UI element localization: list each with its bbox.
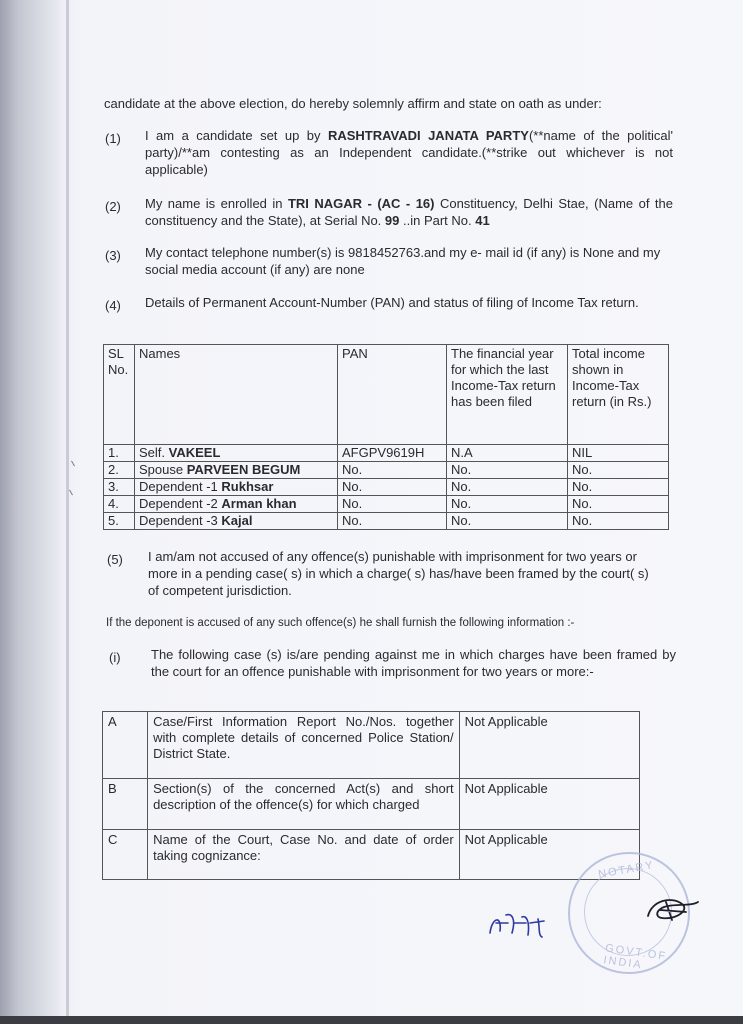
- page-fold-line: [66, 0, 69, 1018]
- cell-pan: AFGPV9619H: [338, 445, 447, 462]
- cell-year: No.: [447, 496, 568, 513]
- cell-name: [135, 496, 338, 513]
- name-prefix: Dependent -2: [139, 496, 222, 511]
- cell-year: N.A: [447, 445, 568, 462]
- cell-income: No.: [568, 513, 669, 530]
- signature-notary: [642, 890, 702, 930]
- cell-pan: No.: [338, 462, 447, 479]
- header-financial-year: The financial year for which the last Income-Tax return has been filed: [447, 345, 568, 445]
- item-candidate-party: [145, 127, 673, 178]
- cell-income: NIL: [568, 445, 669, 462]
- item-number: (1): [105, 131, 121, 146]
- sub-item-number: (i): [109, 650, 121, 665]
- row-value: Not Applicable: [459, 779, 639, 830]
- stamp-top-text: NOTARY: [597, 859, 656, 881]
- item-text: I am a candidate set up by: [145, 128, 328, 143]
- deponent-note: If the deponent is accused of any such offence(s) he shall furnish the following information :-: [106, 617, 575, 629]
- cell-year: No.: [447, 462, 568, 479]
- item-text: ..in Part No.: [399, 213, 476, 228]
- item-text: (**name of the political' party)/**am contesting as an Independent candidate.(**strike out whichever is not applicable): [145, 128, 673, 177]
- item-enrollment: [145, 195, 673, 229]
- cell-pan: No.: [338, 513, 447, 530]
- scan-mark: [71, 461, 75, 467]
- scan-bottom-edge: [0, 1016, 743, 1024]
- pan-table: [103, 344, 669, 530]
- cell-name: [135, 462, 338, 479]
- header-total-income: Total income shown in Income-Tax return (in Rs.): [568, 345, 669, 445]
- item-text: Constituency, Delhi Stae, (Name of the constituency and the State), at Serial No.: [145, 196, 674, 228]
- constituency-name: TRI NAGAR - (AC - 16): [287, 196, 435, 211]
- header-pan: PAN: [338, 345, 447, 445]
- cell-sl: 4.: [104, 496, 135, 513]
- row-key: C: [103, 830, 148, 880]
- row-value: Not Applicable: [459, 830, 639, 880]
- person-name: Rukhsar: [221, 479, 274, 494]
- cell-sl: 5.: [104, 513, 135, 530]
- header-sl: SL No.: [104, 345, 135, 445]
- table-row: [104, 496, 669, 513]
- row-key: A: [103, 712, 148, 779]
- party-name: RASHTRAVADI JANATA PARTY: [327, 128, 529, 143]
- header-names: Names: [135, 345, 338, 445]
- table-row: [104, 513, 669, 530]
- person-name: Kajal: [221, 513, 253, 528]
- signature-deponent: [486, 905, 550, 945]
- stamp-bottom-text: GOVT.OF INDIA: [602, 942, 668, 972]
- person-name: VAKEEL: [168, 445, 221, 460]
- row-key: B: [103, 779, 148, 830]
- item-number: (3): [105, 248, 121, 263]
- cell-name: [135, 513, 338, 530]
- table-row: [103, 712, 640, 779]
- page-binding-shadow: [0, 0, 62, 1018]
- cell-sl: 3.: [104, 479, 135, 496]
- item-text: My name is enrolled in: [145, 196, 288, 211]
- table-row: [103, 779, 640, 830]
- row-value: Not Applicable: [459, 712, 639, 779]
- name-prefix: Spouse: [139, 462, 187, 477]
- sub-item-pending-cases: The following case (s) is/are pending against me in which charges have been framed by the court for an offence punishable with imprisonment for two years or more:-: [151, 647, 676, 679]
- name-prefix: Dependent -1: [139, 479, 222, 494]
- scan-mark: [69, 490, 73, 496]
- table-row: [104, 445, 669, 462]
- cell-income: No.: [568, 479, 669, 496]
- item-offence-declaration: I am/am not accused of any offence(s) punishable with imprisonment for two years or more in a pending case( s) in which a charge( s) has/have been framed by the court( s) of competent jurisdiction.: [148, 549, 649, 598]
- person-name: Arman khan: [221, 496, 297, 511]
- table-header-row: [104, 345, 669, 445]
- cell-year: No.: [447, 479, 568, 496]
- table-row: [104, 479, 669, 496]
- row-description: Section(s) of the concerned Act(s) and short description of the offence(s) for which charged: [148, 779, 460, 830]
- cell-sl: 2.: [104, 462, 135, 479]
- item-contact: My contact telephone number(s) is 9818452763.and my e- mail id (if any) is None and my social media account (if any) are none: [145, 245, 661, 277]
- item-number: (5): [107, 552, 123, 567]
- cell-year: No.: [447, 513, 568, 530]
- cell-name: [135, 445, 338, 462]
- cases-table: [102, 711, 640, 880]
- cell-income: No.: [568, 496, 669, 513]
- item-number: (4): [105, 298, 121, 313]
- serial-number: 99: [384, 213, 400, 228]
- row-description: Case/First Information Report No./Nos. together with complete details of concerned Police Station/ District State.: [148, 712, 460, 779]
- row-description: Name of the Court, Case No. and date of order taking cognizance:: [148, 830, 460, 880]
- intro-text: candidate at the above election, do hereby solemnly affirm and state on oath as under:: [104, 96, 602, 111]
- cell-sl: 1.: [104, 445, 135, 462]
- item-pan-details: Details of Permanent Account-Number (PAN) and status of filing of Income Tax return.: [145, 295, 639, 310]
- cell-pan: No.: [338, 496, 447, 513]
- table-row: [103, 830, 640, 880]
- cell-name: [135, 479, 338, 496]
- name-prefix: Self.: [139, 445, 169, 460]
- name-prefix: Dependent -3: [139, 513, 222, 528]
- person-name: PARVEEN BEGUM: [186, 462, 301, 477]
- part-number: 41: [475, 213, 490, 228]
- cell-pan: No.: [338, 479, 447, 496]
- cell-income: No.: [568, 462, 669, 479]
- table-row: [104, 462, 669, 479]
- item-number: (2): [105, 199, 121, 214]
